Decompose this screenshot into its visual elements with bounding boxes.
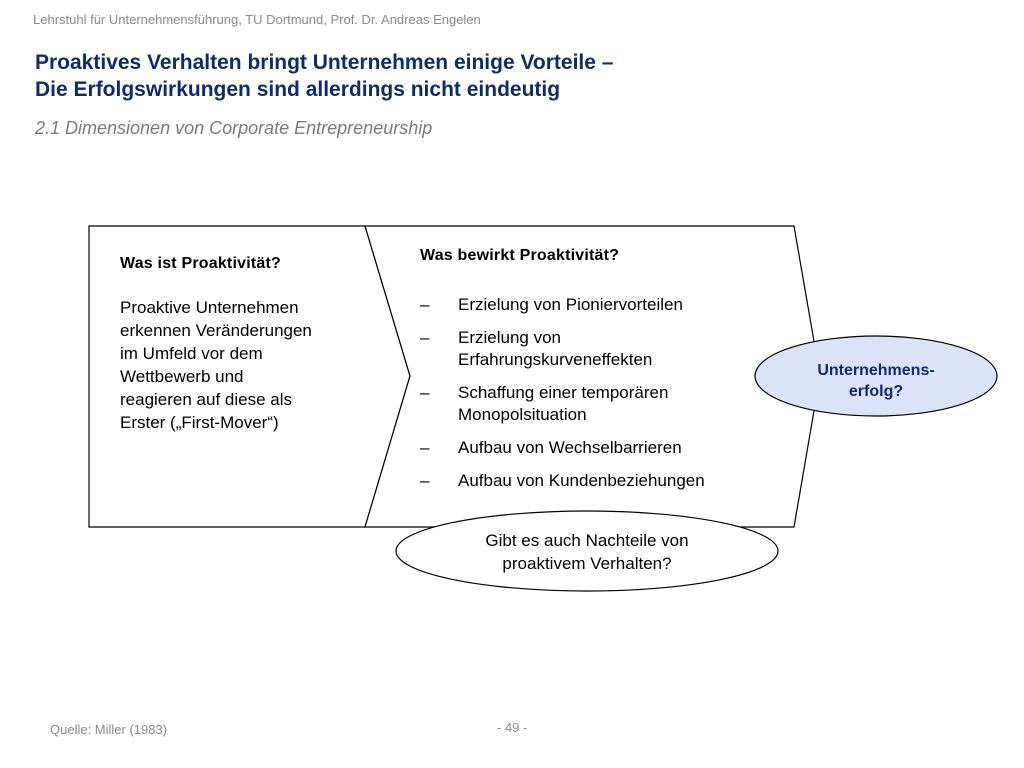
- left-box-line: Erster („First-Mover“): [120, 413, 279, 432]
- question-ellipse-label: [404, 529, 770, 575]
- bullet-dash: –: [420, 328, 430, 347]
- question-label-line-2: proaktivem Verhalten?: [502, 554, 672, 573]
- list-item: [420, 294, 780, 316]
- left-box-line: Proaktive Unternehmen: [120, 298, 299, 317]
- outcome-label-line-2: erfolg?: [848, 383, 904, 400]
- left-box-heading: Was ist Proaktivität?: [120, 255, 281, 272]
- source-citation: Quelle: Miller (1983): [50, 722, 168, 737]
- list-item: [420, 327, 780, 371]
- left-box-line: im Umfeld vor dem: [120, 344, 263, 363]
- list-item: [420, 470, 780, 492]
- list-item-text: Schaffung einer temporären: [458, 383, 669, 402]
- page-title-line-1: Proaktives Verhalten bringt Unternehmen einige Vorteile –: [35, 51, 614, 74]
- left-box-text: [120, 296, 360, 434]
- list-item-text: Erzielung von Pioniervorteilen: [458, 295, 683, 314]
- right-box-heading: Was bewirkt Proaktivität?: [420, 247, 620, 264]
- question-label-line-1: Gibt es auch Nachteile von: [485, 531, 689, 550]
- list-item: [420, 382, 780, 426]
- left-box-line: reagieren auf diese als: [120, 390, 293, 409]
- effects-list: [420, 294, 780, 503]
- list-item-text: Erzielung von: [458, 328, 562, 347]
- bullet-dash: –: [420, 438, 430, 457]
- list-item-text: Aufbau von Wechselbarrieren: [458, 438, 682, 457]
- list-item-text: Aufbau von Kundenbeziehungen: [458, 471, 705, 490]
- list-item: [420, 437, 780, 459]
- list-item-text-continued: Erfahrungskurveneffekten: [458, 350, 653, 369]
- left-box-line: Wettbewerb und: [120, 367, 244, 386]
- bullet-dash: –: [420, 295, 430, 314]
- header-institution: Lehrstuhl für Unternehmensführung, TU Dortmund, Prof. Dr. Andreas Engelen: [33, 12, 481, 27]
- outcome-label-line-1: Unternehmens-: [817, 362, 935, 379]
- left-box-line: erkennen Veränderungen: [120, 321, 312, 340]
- page-title-line-2: Die Erfolgswirkungen sind allerdings nicht eindeutig: [35, 78, 561, 101]
- bullet-dash: –: [420, 383, 430, 402]
- page-number: - 49 -: [497, 720, 528, 735]
- page-subtitle: 2.1 Dimensionen von Corporate Entrepreneurship: [35, 118, 433, 138]
- bullet-dash: –: [420, 471, 430, 490]
- list-item-text-continued: Monopolsituation: [458, 405, 587, 424]
- outcome-ellipse-label: [770, 360, 982, 402]
